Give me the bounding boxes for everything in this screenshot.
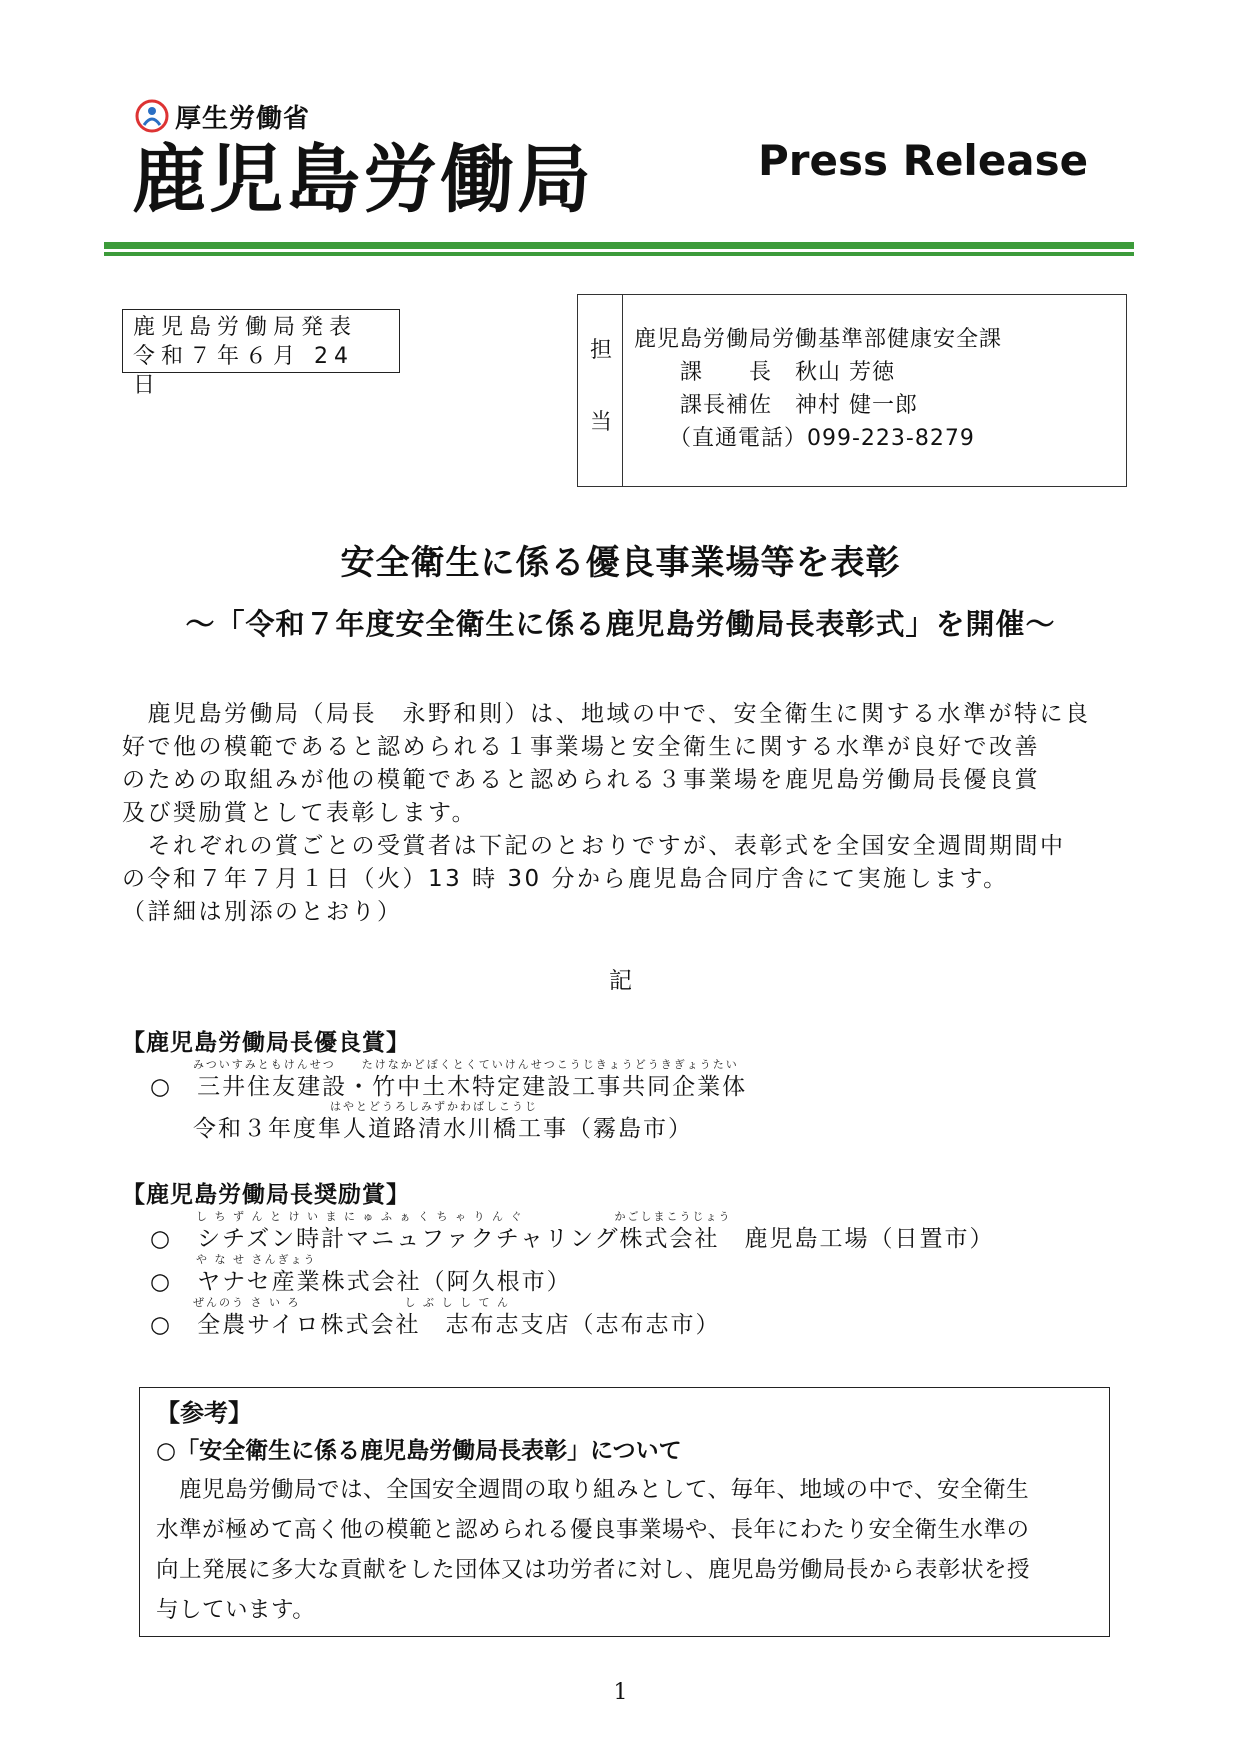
encouragement-ruby-3: ぜんのう さ い ろ し ぶ し し て ん xyxy=(193,1296,510,1309)
encouragement-awardee-1: ○ シチズン時計マニュファクチャリング株式会社 鹿児島工場（日置市） xyxy=(150,1226,995,1252)
excellence-project: 令和３年度隼人道路清水川橋工事（霧島市） xyxy=(193,1116,693,1142)
encouragement-ruby-2: や な せ さんぎょう xyxy=(196,1253,317,1266)
reference-line: 向上発展に多大な貢献をした団体又は功労者に対し、鹿児島労働局長から表彰状を授 xyxy=(156,1557,1031,1583)
contact-department: 鹿児島労働局労働基準部健康安全課 xyxy=(634,327,1003,352)
reference-line: 水準が極めて高く他の模範と認められる優良事業場や、長年にわたり安全衛生水準の xyxy=(156,1517,1030,1543)
encouragement-awardee-3: ○ 全農サイロ株式会社 志布志支店（志布志市） xyxy=(150,1312,721,1338)
body-line: 好で他の模範であると認められる１事業場と安全衛生に関する水準が良好で改善 xyxy=(122,734,1040,760)
reference-heading: 【参考】 xyxy=(156,1399,252,1427)
header-rule xyxy=(104,242,1134,256)
contact-chief: 課 長 秋山 芳徳 xyxy=(634,360,895,385)
encouragement-awardee-2: ○ ヤナセ産業株式会社（阿久根市） xyxy=(150,1269,572,1295)
announcement-date: 令和７年６月 24 日 xyxy=(133,344,354,398)
encouragement-award-heading: 【鹿児島労働局長奨励賞】 xyxy=(122,1182,410,1208)
contact-deputy: 課長補佐 神村 健一郎 xyxy=(634,393,918,418)
document-subtitle: ～「令和７年度安全衛生に係る鹿児島労働局長表彰式」を開催～ xyxy=(185,607,1056,641)
body-line: の令和７年７月１日（火）13 時 30 分から鹿児島合同庁舎にて実施します。 xyxy=(122,866,1009,892)
ministry-emblem-icon xyxy=(135,99,169,133)
excellence-award-heading: 【鹿児島労働局長優良賞】 xyxy=(122,1030,410,1056)
document-title: 安全衛生に係る優良事業場等を表彰 xyxy=(340,543,901,583)
contact-box xyxy=(577,294,1127,487)
bureau-name: 鹿児島労働局 xyxy=(132,137,594,223)
body-text xyxy=(122,698,1132,929)
encouragement-ruby-1: し ち ず ん と け い ま に ゅ ふ ぁ く ち ゃ り ん ぐ かごしまこうじょう xyxy=(196,1210,732,1223)
excellence-awardee: ○ 三井住友建設・竹中土木特定建設工事共同企業体 xyxy=(150,1074,748,1100)
body-line: 及び奨励賞として表彰します。 xyxy=(122,800,478,826)
reference-box xyxy=(139,1387,1110,1637)
press-release-label: Press Release xyxy=(758,136,1089,185)
ministry-name: 厚生労働省 xyxy=(175,103,311,134)
excellence-ruby-2: はやとどうろしみずかわばしこうじ xyxy=(330,1100,538,1113)
contact-details xyxy=(623,295,1002,486)
contact-label: 担 当 xyxy=(578,295,623,486)
announcement-box xyxy=(122,309,400,398)
body-line: それぞれの賞ごとの受賞者は下記のとおりですが、表彰式を全国安全週間期間中 xyxy=(122,833,1066,859)
body-line: のための取組みが他の模範であると認められる３事業場を鹿児島労働局長優良賞 xyxy=(122,767,1040,793)
record-mark: 記 xyxy=(609,968,632,994)
body-line: （詳細は別添のとおり） xyxy=(122,899,403,925)
page-number: 1 xyxy=(613,1680,628,1705)
ministry-logo xyxy=(135,96,310,136)
reference-line: 鹿児島労働局では、全国安全週間の取り組みとして、毎年、地域の中で、安全衛生 xyxy=(156,1477,1030,1503)
reference-line: 与しています。 xyxy=(156,1597,316,1623)
excellence-ruby-1: みついすみともけんせつ たけなかどぼくとくていけんせつこうじきょうどうきぎょうたい xyxy=(193,1058,739,1071)
contact-phone: （直通電話）099-223-8279 xyxy=(634,426,975,451)
announcement-issuer: 鹿児島労働局発表 xyxy=(133,315,358,340)
body-line: 鹿児島労働局（局長 永野和則）は、地域の中で、安全衛生に関する水準が特に良 xyxy=(122,701,1091,727)
reference-subheading: ○「安全衛生に係る鹿児島労働局長表彰」について xyxy=(156,1438,682,1464)
